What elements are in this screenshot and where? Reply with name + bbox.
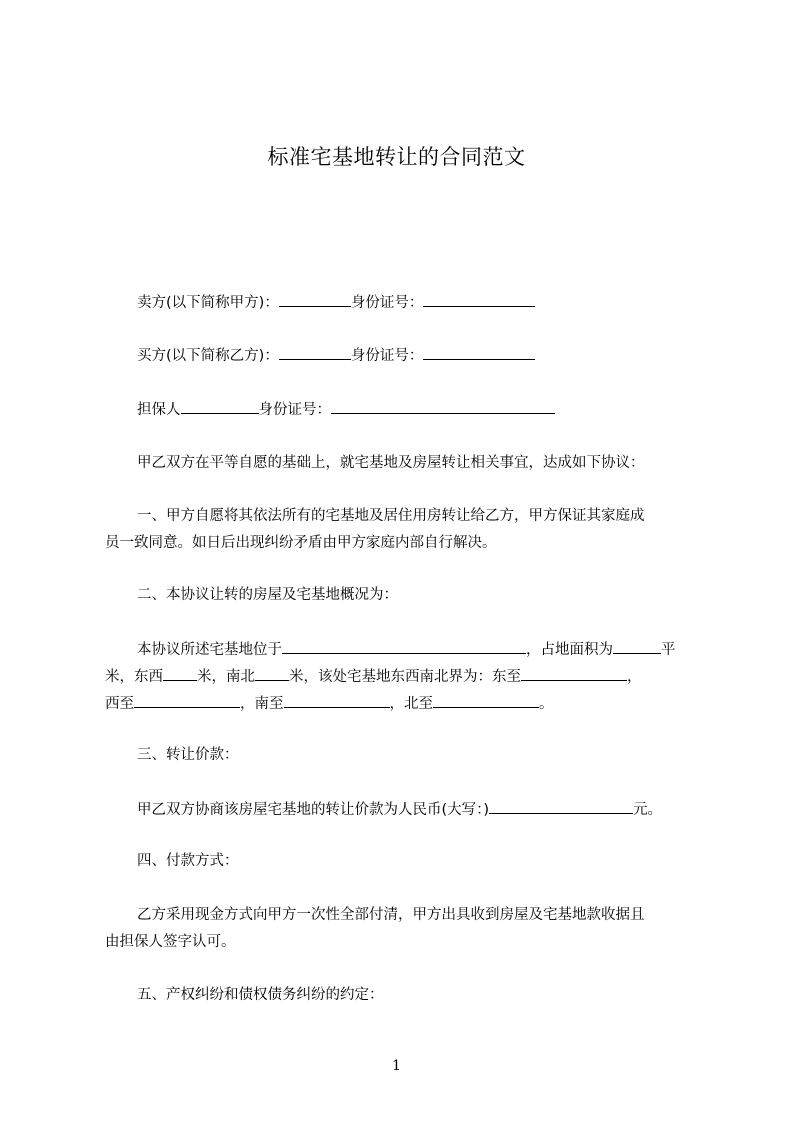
- clause2-north-label: ，北至: [389, 696, 433, 712]
- guarantor-name-blank: [181, 398, 259, 414]
- seller-id-label: 身份证号：: [350, 295, 424, 311]
- clause3-price-label: 甲乙双方协商该房屋宅基地的转让价款为人民币(大写：): [137, 802, 490, 818]
- guarantor-id-label: 身份证号：: [258, 402, 331, 418]
- buyer-id-label: 身份证号：: [350, 348, 424, 364]
- clause2-area-label: ，占地面积为: [526, 642, 613, 658]
- clause2-line3: [105, 692, 554, 714]
- north-boundary-blank: [433, 692, 539, 708]
- clause2-area-unit-a: 平: [661, 642, 676, 658]
- seller-label: 卖方(以下简称甲方)：: [137, 295, 279, 311]
- clause2-line2: [105, 665, 642, 687]
- clause2-comma: ，: [627, 669, 642, 685]
- clause2-west-label: 西至: [105, 696, 134, 712]
- seller-name-blank: [279, 291, 351, 307]
- buyer-name-blank: [279, 344, 351, 360]
- clause4-line1: 乙方采用现金方式向甲方一次性全部付清，甲方出具收到房屋及宅基地款收据且: [137, 907, 645, 923]
- intro-paragraph: 甲乙双方在平等自愿的基础上，就宅基地及房屋转让相关事宜，达成如下协议：: [137, 455, 645, 471]
- east-boundary-blank: [521, 665, 627, 681]
- seller-line: [137, 291, 535, 313]
- clause2-period: 。: [539, 696, 554, 712]
- clause2-heading: 二、本协议让转的房屋及宅基地概况为：: [137, 587, 398, 603]
- guarantor-id-blank: [331, 398, 555, 414]
- clause2-south-label: ，南至: [240, 696, 284, 712]
- clause1-line1: 一、甲方自愿将其依法所有的宅基地及居住用房转让给乙方，甲方保证其家庭成: [137, 508, 645, 524]
- clause2-eastwest-label: 米，东西: [105, 669, 163, 685]
- clause3-text: [137, 798, 662, 820]
- area-blank: [613, 638, 661, 654]
- eastwest-blank: [163, 665, 197, 681]
- location-blank: [282, 638, 526, 654]
- clause2-northsouth-label: 米，南北: [197, 669, 255, 685]
- clause5-heading: 五、产权纠纷和债权债务纠纷的约定：: [137, 987, 384, 1003]
- clause3-unit: 元。: [633, 802, 663, 818]
- northsouth-blank: [255, 665, 289, 681]
- clause3-heading: 三、转让价款：: [137, 747, 239, 763]
- south-boundary-blank: [284, 692, 390, 708]
- west-boundary-blank: [134, 692, 240, 708]
- clause2-location-label: 本协议所述宅基地位于: [137, 642, 282, 658]
- buyer-label: 买方(以下简称乙方)：: [137, 348, 279, 364]
- clause4-heading: 四、付款方式：: [137, 853, 239, 869]
- document-title: 标准宅基地转让的合同范文: [267, 145, 526, 169]
- clause2-line1: [137, 638, 676, 660]
- price-blank: [489, 798, 633, 814]
- buyer-id-blank: [423, 344, 535, 360]
- buyer-line: [137, 344, 535, 366]
- seller-id-blank: [423, 291, 535, 307]
- clause1-line2: 员一致同意。如日后出现纠纷矛盾由甲方家庭内部自行解决。: [105, 535, 497, 551]
- clause2-boundary-label: 米，该处宅基地东西南北界为：东至: [289, 669, 521, 685]
- guarantor-label: 担保人: [137, 402, 181, 418]
- page-number: 1: [392, 1058, 401, 1074]
- clause4-line2: 由担保人签字认可。: [105, 934, 236, 950]
- guarantor-line: [137, 398, 555, 420]
